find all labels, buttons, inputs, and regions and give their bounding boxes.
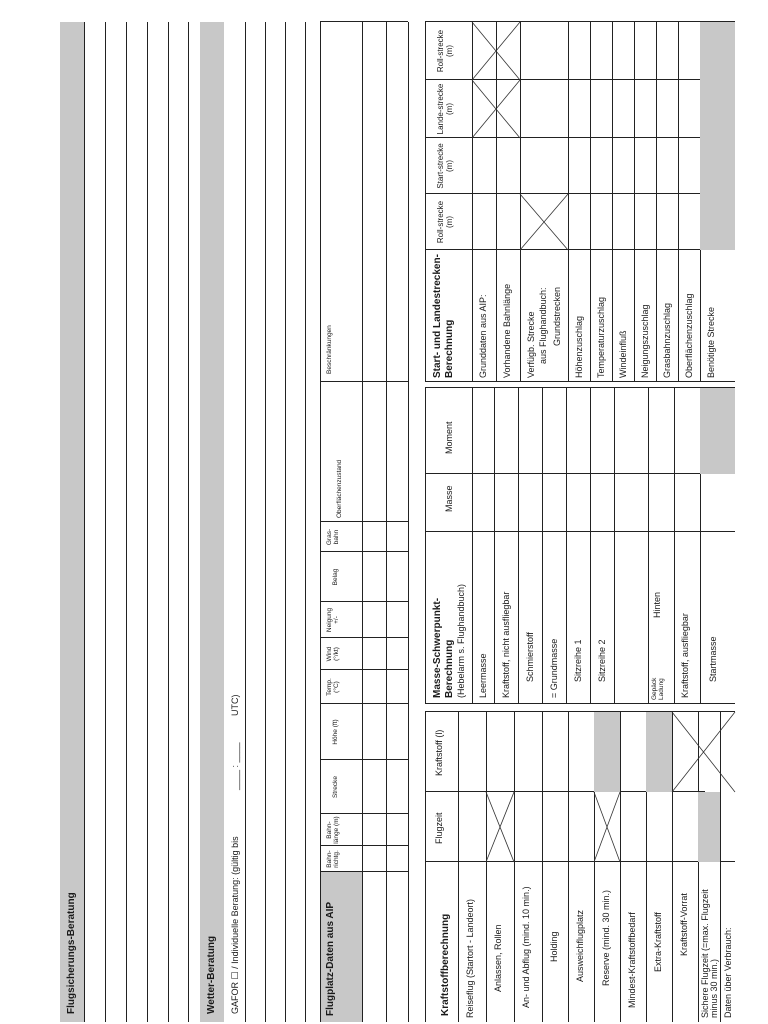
col-neigung: Neigung +/- — [326, 607, 341, 633]
col-hoehe: Höhe (ft) — [332, 719, 339, 745]
kraftstoff-col-kraftstoff: Kraftstoff (l) — [434, 729, 444, 776]
flugsicherung-title: Flugsicherungs-Beratung — [66, 892, 77, 1014]
gafor-suffix: UTC) — [230, 694, 240, 716]
masse-row: Kraftstoff, ausfliegbar — [680, 613, 690, 698]
kraftstoff-row: An- und Abflug (mind. 10 min.) — [521, 886, 531, 1008]
masse-row: Kraftstoff, nicht ausfliegbar — [501, 591, 511, 698]
masse-col-masse: Masse — [444, 485, 454, 512]
kraftstoff-row: Kraftstoff-Vorrat — [679, 893, 689, 956]
masse-row: Schmierstoff — [525, 632, 535, 682]
startlande-col: Roll-strecke (m) — [436, 29, 455, 73]
masse-row: Sitzreihe 2 — [597, 639, 607, 682]
startlande-col: Roll-strecke (m) — [436, 200, 455, 244]
masse-title-1: Masse-Schwerpunkt- — [432, 597, 443, 698]
startlande-row: Höhenzuschlag — [574, 315, 584, 378]
kraftstoff-title: Kraftstoffberechnung — [440, 913, 451, 1016]
masse-subtitle: (Hebelarm s. Flughandbuch) — [456, 583, 466, 698]
col-bahnlaenge: Bahn-länge (m) — [326, 816, 341, 844]
startlande-col: Start-strecke (m) — [436, 143, 455, 189]
kraftstoff-row: Extra-Kraftstoff — [653, 912, 663, 972]
startlande-row: Grundstrecken — [552, 286, 562, 346]
kraftstoff-row: Reiseflug (Startort - Landeort) — [465, 898, 475, 1018]
masse-row: Sitzreihe 1 — [573, 639, 583, 682]
startlande-row: Grasbahnzuschlag — [662, 302, 672, 378]
col-wind: Wind (°/kt) — [326, 646, 341, 662]
col-bahnrichtung: Bahn-richtg. — [326, 850, 341, 868]
startlande-cross-marks — [60, 22, 735, 1022]
startlande-row: Grunddaten aus AIP: — [478, 294, 488, 378]
kraftstoff-row: Daten über Verbrauch: — [723, 927, 733, 1018]
startlande-row: Windeinfluß — [618, 330, 628, 378]
kraftstoff-row: Anlassen, Rollen — [493, 924, 503, 992]
flight-planning-form — [60, 22, 735, 1022]
kraftstoff-row: Holding — [549, 931, 559, 962]
masse-row-gepaeck: Gepäck Ladung — [651, 677, 665, 700]
col-temp: Temp. (°C) — [326, 678, 341, 696]
col-grasbahn: Gras-bahn — [326, 528, 341, 546]
kraftstoff-col-flugzeit: Flugzeit — [434, 812, 444, 844]
col-strecke: Strecke — [332, 775, 339, 799]
col-belag: Belag — [332, 568, 339, 586]
startlande-title-1: Start- und Landestrecken- — [432, 254, 443, 378]
kraftstoff-row: Sichere Flugzeit (=max. Flugzeit minus 30 min.) — [700, 889, 719, 1018]
startlande-row: Vorhandene Bahnlänge — [502, 283, 512, 378]
startlande-row: Verfügb. Strecke — [526, 311, 536, 378]
kraftstoff-row: Reserve (mind. 30 min.) — [601, 889, 611, 986]
gafor-blank: ____ : ____ — [230, 742, 240, 790]
flugplatz-title: Flugplatz-Daten aus AIP — [325, 901, 336, 1016]
col-oberflaechenzustand: Oberflächenzustand — [336, 459, 343, 518]
gafor-prefix: GAFOR ☐ / Individuelle Beratung: (gültig bis — [230, 836, 240, 1014]
masse-gepaeck-hinten: Hinten — [652, 591, 662, 618]
kraftstoff-row: Mindest-Kraftstoffbedarf — [627, 912, 637, 1008]
masse-row: = Grundmasse — [549, 638, 559, 698]
masse-col-moment: Moment — [444, 421, 454, 454]
startlande-row: Benötigte Strecke — [706, 306, 716, 378]
masse-row: Leermasse — [478, 653, 488, 698]
startlande-row: Temperaturzuschlag — [596, 296, 606, 378]
startlande-row: aus Flughandbuch: — [538, 287, 548, 364]
kraftstoff-row: Ausweichflugplatz — [575, 909, 585, 982]
masse-title-2: Berechnung — [444, 639, 455, 698]
startlande-title-2: Berechnung — [444, 319, 455, 378]
startlande-row: Oberflächenzuschlag — [684, 293, 694, 378]
masse-row: Startmasse — [708, 636, 718, 682]
startlande-row: Neigungszuschlag — [640, 304, 650, 378]
wetter-title: Wetter-Beratung — [206, 935, 217, 1014]
startlande-col: Lande-strecke (m) — [436, 83, 455, 135]
col-beschraenkungen: Beschränkungen — [326, 325, 333, 374]
